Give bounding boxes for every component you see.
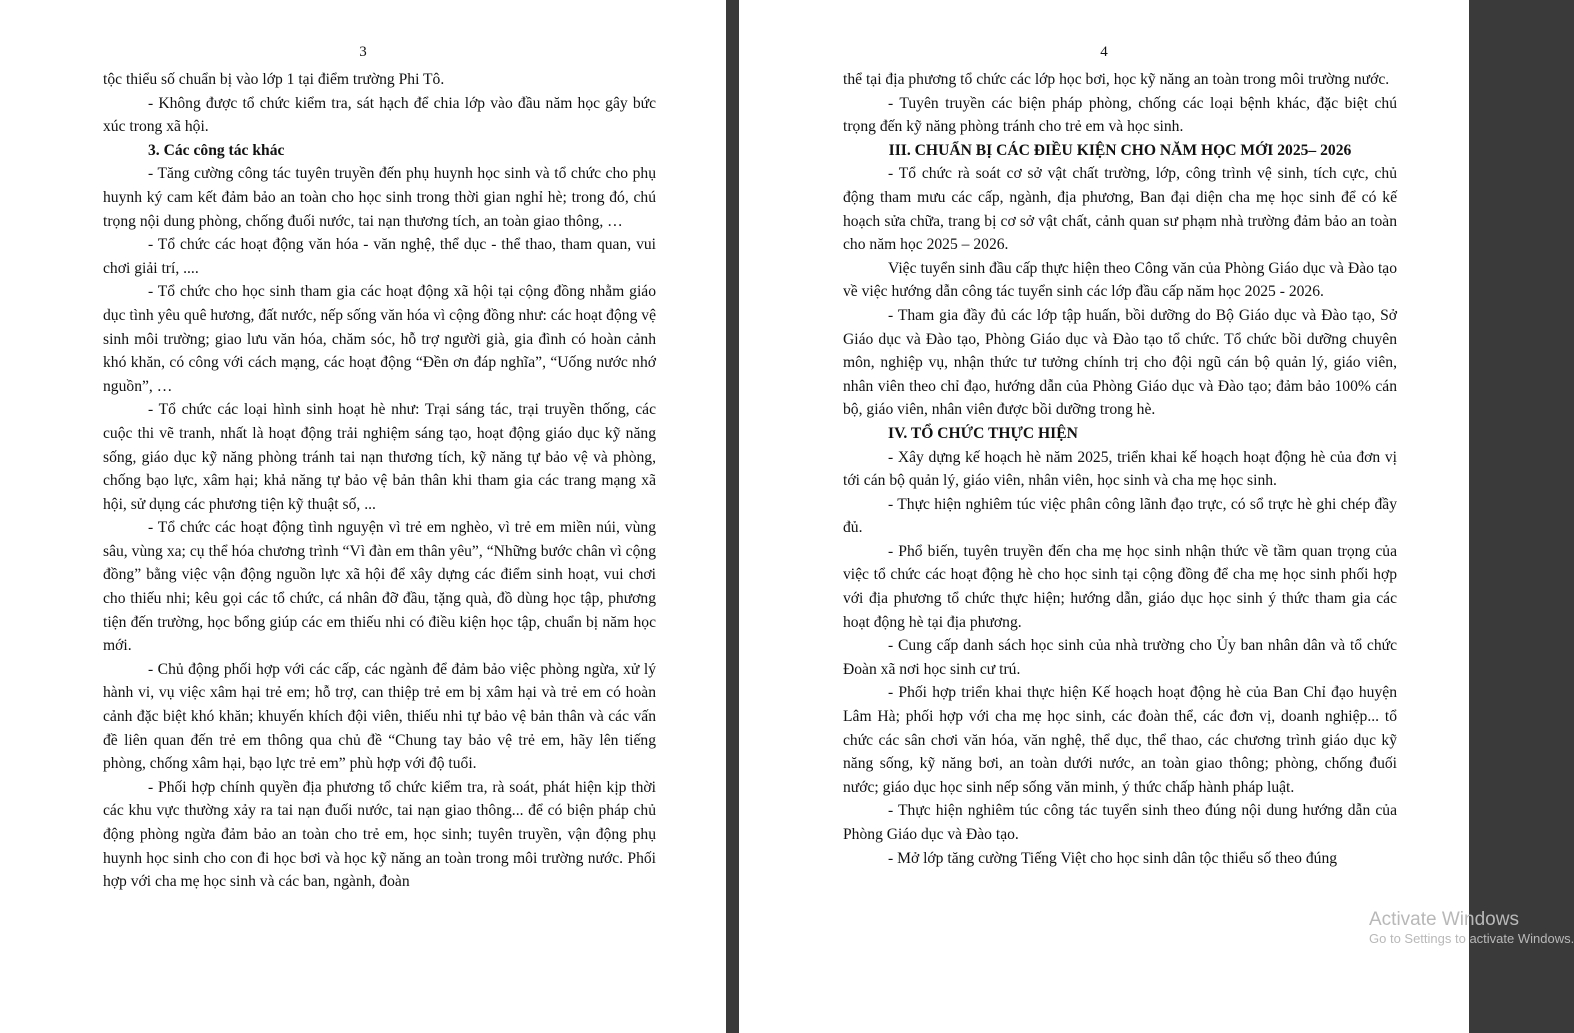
paragraph: tộc thiểu số chuẩn bị vào lớp 1 tại điểm trường Phi Tô. (103, 71, 445, 88)
section-heading: 3. Các công tác khác (148, 141, 285, 159)
activation-watermark (1369, 908, 1574, 946)
paragraph: - Mở lớp tăng cường Tiếng Việt cho học sinh dân tộc thiểu số theo đúng (888, 849, 1338, 867)
paragraph: thể tại địa phương tổ chức các lớp học bơi, học kỹ năng an toàn trong môi trường nước. (843, 71, 1390, 88)
section-heading: IV. TỔ CHỨC THỰC HIỆN (888, 424, 1078, 442)
paragraph: - Tổ chức cho học sinh tham gia các hoạt động xã hội tại cộng đồng nhằm giáo dục tình yêu quê hương, đất nước, nếp sống văn hóa vì cộng đồng như: các hoạt động vệ sinh môi trường; giao lưu văn hóa, chăm sóc, hỗ trợ người già, gia đình có hoàn cảnh khó khăn, có công với cách mạng, các hoạt động “Đền ơn đáp nghĩa”, “Uống nước nhớ nguồn”, … (103, 283, 656, 395)
paragraph: - Chủ động phối hợp với các cấp, các ngành để đảm bảo việc phòng ngừa, xử lý hành vi, vụ việc xâm hại trẻ em; hỗ trợ, can thiệp trẻ em bị xâm hại và trẻ em có hoàn cảnh đặc biệt khó khăn; khuyến khích đội viên, thiếu nhi tự bảo vệ bản thân và các vấn đề liên quan đến trẻ em thông qua chủ đề “Chung tay bảo vệ trẻ em, hãy lên tiếng phòng, chống xâm hại, bạo lực trẻ em” phù hợp với độ tuổi. (103, 660, 656, 773)
paragraph: - Tăng cường công tác tuyên truyền đến phụ huynh học sinh và tổ chức cho phụ huynh ký cam kết đảm bảo an toàn cho học sinh trong thời gian nghỉ hè; trong đó, chú trọng nội dung phòng, chống đuối nước, tai nạn thương tích, an toàn giao thông, … (103, 165, 656, 230)
paragraph: - Thực hiện nghiêm túc việc phân công lãnh đạo trực, có sổ trực hè ghi chép đầy đủ. (843, 495, 1397, 537)
page-body (103, 68, 656, 894)
section-heading: III. CHUẨN BỊ CÁC ĐIỀU KIỆN CHO NĂM HỌC MỚI 2025– 2026 (888, 141, 1352, 159)
paragraph: - Phổ biến, tuyên truyền đến cha mẹ học sinh nhận thức về tầm quan trọng của việc tổ chức các hoạt động hè cho học sinh tại cộng đồng để cha mẹ học sinh phối hợp với địa phương tổ chức thực hiện; hướng dẫn, giáo dục học sinh ý thức tham gia các hoạt động hè tại địa phương. (843, 542, 1397, 631)
paragraph: - Không được tổ chức kiểm tra, sát hạch để chia lớp vào đầu năm học gây bức xúc trong xã hội. (103, 94, 656, 136)
paragraph: - Xây dựng kế hoạch hè năm 2025, triển khai kế hoạch hoạt động hè của đơn vị tới cán bộ quản lý, giáo viên, nhân viên, học sinh và cha mẹ học sinh. (843, 448, 1397, 490)
paragraph: - Phối hợp triển khai thực hiện Kế hoạch hoạt động hè của Ban Chỉ đạo huyện Lâm Hà; phối hợp với cha mẹ học sinh, các đoàn thể, các đơn vị, doanh nghiệp... tổ chức các sân chơi văn hóa, văn nghệ, thể dục, thể thao, các chương trình giáo dục kỹ năng sống, kỹ năng bơi, an toàn dưới nước, an toàn giao thông; phòng, chống đuối nước; giáo dục học sinh nếp sống văn minh, ý thức chấp hành pháp luật. (843, 684, 1397, 796)
paragraph: - Phối hợp chính quyền địa phương tổ chức kiểm tra, rà soát, phát hiện kịp thời các khu vực thường xảy ra tai nạn đuối nước, tai nạn giao thông... để có biện pháp chủ động phòng ngừa đảm bảo an toàn cho trẻ em, học sinh; tuyên truyền, vận động phụ huynh học sinh cho con đi học bơi và học kỹ năng an toàn trong môi trường nước. Phối hợp với cha mẹ học sinh và các ban, ngành, đoàn (103, 778, 656, 891)
paragraph: - Cung cấp danh sách học sinh của nhà trường cho Ủy ban nhân dân và tổ chức Đoàn xã nơi học sinh cư trú. (843, 637, 1397, 678)
paragraph: - Tổ chức các loại hình sinh hoạt hè như: Trại sáng tác, trại truyền thống, các cuộc thi vẽ tranh, nhất là hoạt động trải nghiệm sáng tạo, hoạt động giáo dục kỹ năng sống, giáo dục kỹ năng phòng tránh tai nạn thương tích, kỹ năng tự bảo vệ và phòng, chống bạo lực, xâm hại; khả năng tự bảo vệ bản thân khi tham gia các trang mạng xã hội, sử dụng các phương tiện kỹ thuật số, ... (103, 401, 656, 513)
page-body (843, 68, 1397, 870)
page-4 (739, 0, 1574, 1033)
paragraph: - Thực hiện nghiêm túc công tác tuyển sinh theo đúng nội dung hướng dẫn của Phòng Giáo dục và Đào tạo. (843, 802, 1397, 843)
paragraph: - Tham gia đầy đủ các lớp tập huấn, bồi dưỡng do Bộ Giáo dục và Đào tạo, Sở Giáo dục và Đào tạo, Phòng Giáo dục và Đào tạo tổ chức. Tổ chức bồi dưỡng chuyên môn, nghiệp vụ, nhận thức tư tưởng chính trị cho đội ngũ cán bộ quản lý, giáo viên, nhân viên theo chỉ đạo, hướng dẫn của Phòng Giáo dục và Đào tạo; đảm bảo 100% cán bộ, giáo viên, nhân viên được bồi dưỡng trong hè. (843, 306, 1397, 419)
paragraph: - Tuyên truyền các biện pháp phòng, chống các loại bệnh khác, đặc biệt chú trọng đến kỹ năng phòng tránh cho trẻ em và học sinh. (843, 94, 1397, 136)
page-3 (0, 0, 726, 1033)
paragraph: - Tổ chức các hoạt động tình nguyện vì trẻ em nghèo, vì trẻ em miền núi, vùng sâu, vùng xa; cụ thể hóa chương trình “Vì đàn em thân yêu”, “Những bước chân vì cộng đồng” bằng việc vận động nguồn lực xã hội để xây dựng các điểm sinh hoạt, vui chơi cho thiếu nhi; kêu gọi các tổ chức, cá nhân đỡ đầu, tặng quà, đồ dùng học tập, phương tiện đến trường, học bổng giúp các em thiếu nhi có điều kiện học tập, chuẩn bị năm học mới. (103, 519, 656, 655)
paragraph: Việc tuyển sinh đầu cấp thực hiện theo Công văn của Phòng Giáo dục và Đào tạo về việc hướng dẫn công tác tuyển sinh các lớp đầu cấp năm học 2025 - 2026. (843, 259, 1397, 301)
paragraph: - Tổ chức các hoạt động văn hóa - văn nghệ, thể dục - thể thao, tham quan, vui chơi giải trí, .... (103, 236, 656, 277)
watermark-title: Activate Windows (1369, 909, 1519, 930)
paragraph: - Tổ chức rà soát cơ sở vật chất trường, lớp, công trình vệ sinh, tích cực, chủ động tham mưu các cấp, ngành, địa phương, Ban đại diện cha mẹ học sinh để có kế hoạch sửa chữa, trang bị cơ sở vật chất, cảnh quan sư phạm nhà trường đảm bảo an toàn cho năm học 2025 – 2026. (843, 165, 1397, 254)
page-number: 3 (359, 44, 367, 60)
watermark-subtitle: Go to Settings to activate Windows. (1369, 931, 1574, 946)
page-number: 4 (1100, 44, 1108, 60)
